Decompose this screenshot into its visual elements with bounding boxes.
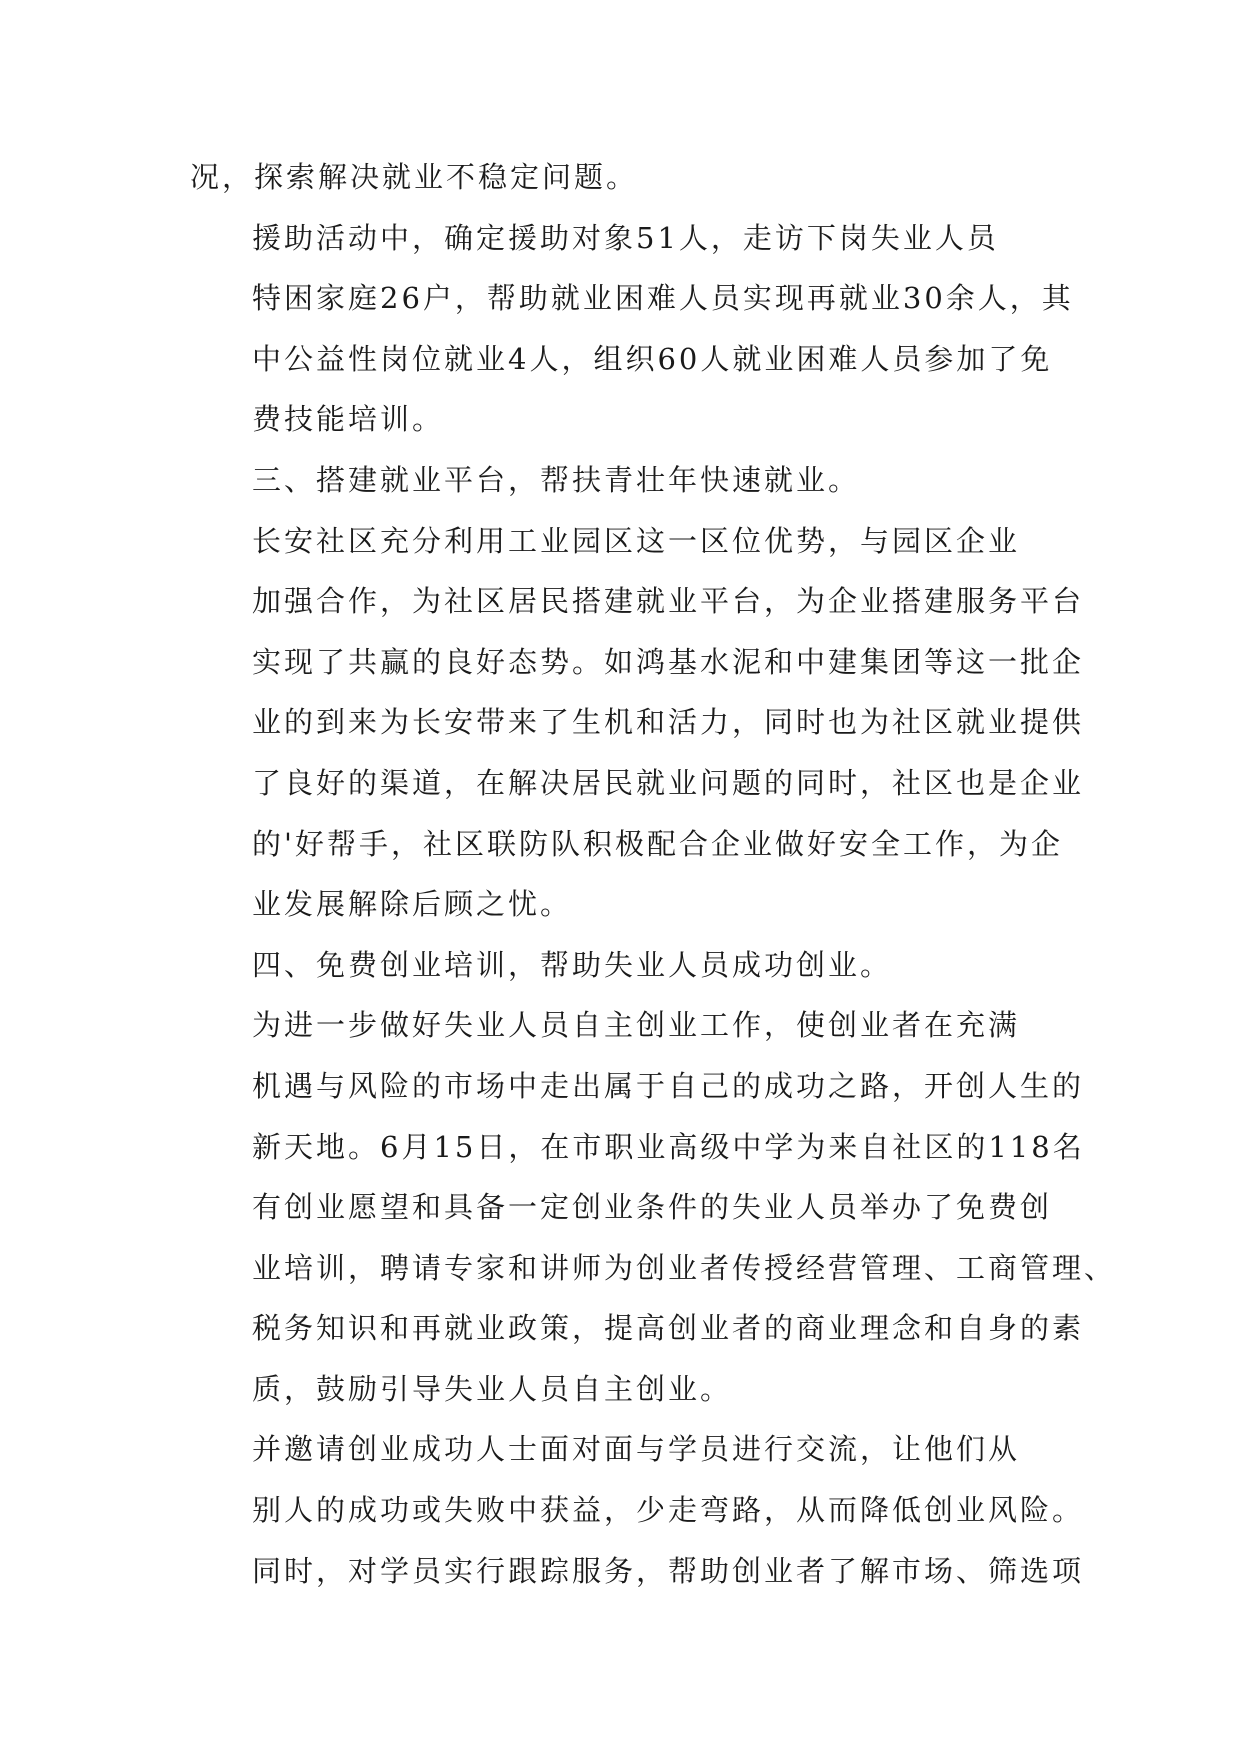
paragraph: [190, 450, 1050, 511]
paragraph: [190, 935, 1050, 996]
document-body: [190, 147, 1117, 1601]
text-line: 并邀请创业成功人士面对面与学员进行交流，让他们从: [252, 1432, 1021, 1467]
text-line: 税务知识和再就业政策，提高创业者的商业理念和自身的素: [252, 1311, 1085, 1346]
paragraph: [190, 995, 1117, 1419]
text-line: 别人的成功或失败中获益，少走弯路，从而降低创业风险。: [252, 1493, 1085, 1528]
paragraph: [190, 1419, 1085, 1601]
text-line: 同时，对学员实行跟踪服务，帮助创业者了解市场、筛选项: [252, 1553, 1085, 1588]
text-line: 机遇与风险的市场中走出属于自己的成功之路，开创人生的: [252, 1068, 1085, 1103]
text-line: 新天地。6月15日，在市职业高级中学为来自社区的118名: [252, 1129, 1085, 1164]
text-line: 为进一步做好失业人员自主创业工作，使创业者在充满: [252, 1008, 1021, 1043]
text-line: 有创业愿望和具备一定创业条件的失业人员举办了免费创: [252, 1190, 1053, 1225]
text-line: 业的到来为长安带来了生机和活力，同时也为社区就业提供: [252, 705, 1085, 740]
text-line: 加强合作，为社区居民搭建就业平台，为企业搭建服务平台: [252, 584, 1085, 619]
paragraph: [190, 208, 1074, 450]
paragraph: [190, 511, 1085, 935]
text-line: 业发展解除后顾之忧。: [252, 887, 573, 922]
text-line: 援助活动中，确定援助对象51人，走访下岗失业人员: [252, 220, 999, 255]
text-line: 了良好的渠道，在解决居民就业问题的同时，社区也是企业: [252, 765, 1085, 800]
text-line: 三、搭建就业平台，帮扶青壮年快速就业。: [252, 462, 861, 497]
paragraph: [190, 147, 1050, 208]
text-line: 实现了共赢的良好态势。如鸿基水泥和中建集团等这一批企: [252, 644, 1085, 679]
text-line: 业培训，聘请专家和讲师为创业者传授经营管理、工商管理、: [252, 1250, 1117, 1285]
text-line: 长安社区充分利用工业园区这一区位优势，与园区企业: [252, 523, 1021, 558]
text-line: 况，探索解决就业不稳定问题。: [190, 160, 639, 194]
text-line: 特困家庭26户，帮助就业困难人员实现再就业30余人，其: [252, 281, 1074, 316]
text-line: 中公益性岗位就业4人，组织60人就业困难人员参加了免: [252, 341, 1053, 376]
text-line: 质，鼓励引导失业人员自主创业。: [252, 1371, 733, 1406]
text-line: 四、免费创业培训，帮助失业人员成功创业。: [252, 947, 893, 982]
text-line: 的'好帮手，社区联防队积极配合企业做好安全工作，为企: [252, 826, 1063, 861]
text-line: 费技能培训。: [252, 402, 445, 437]
